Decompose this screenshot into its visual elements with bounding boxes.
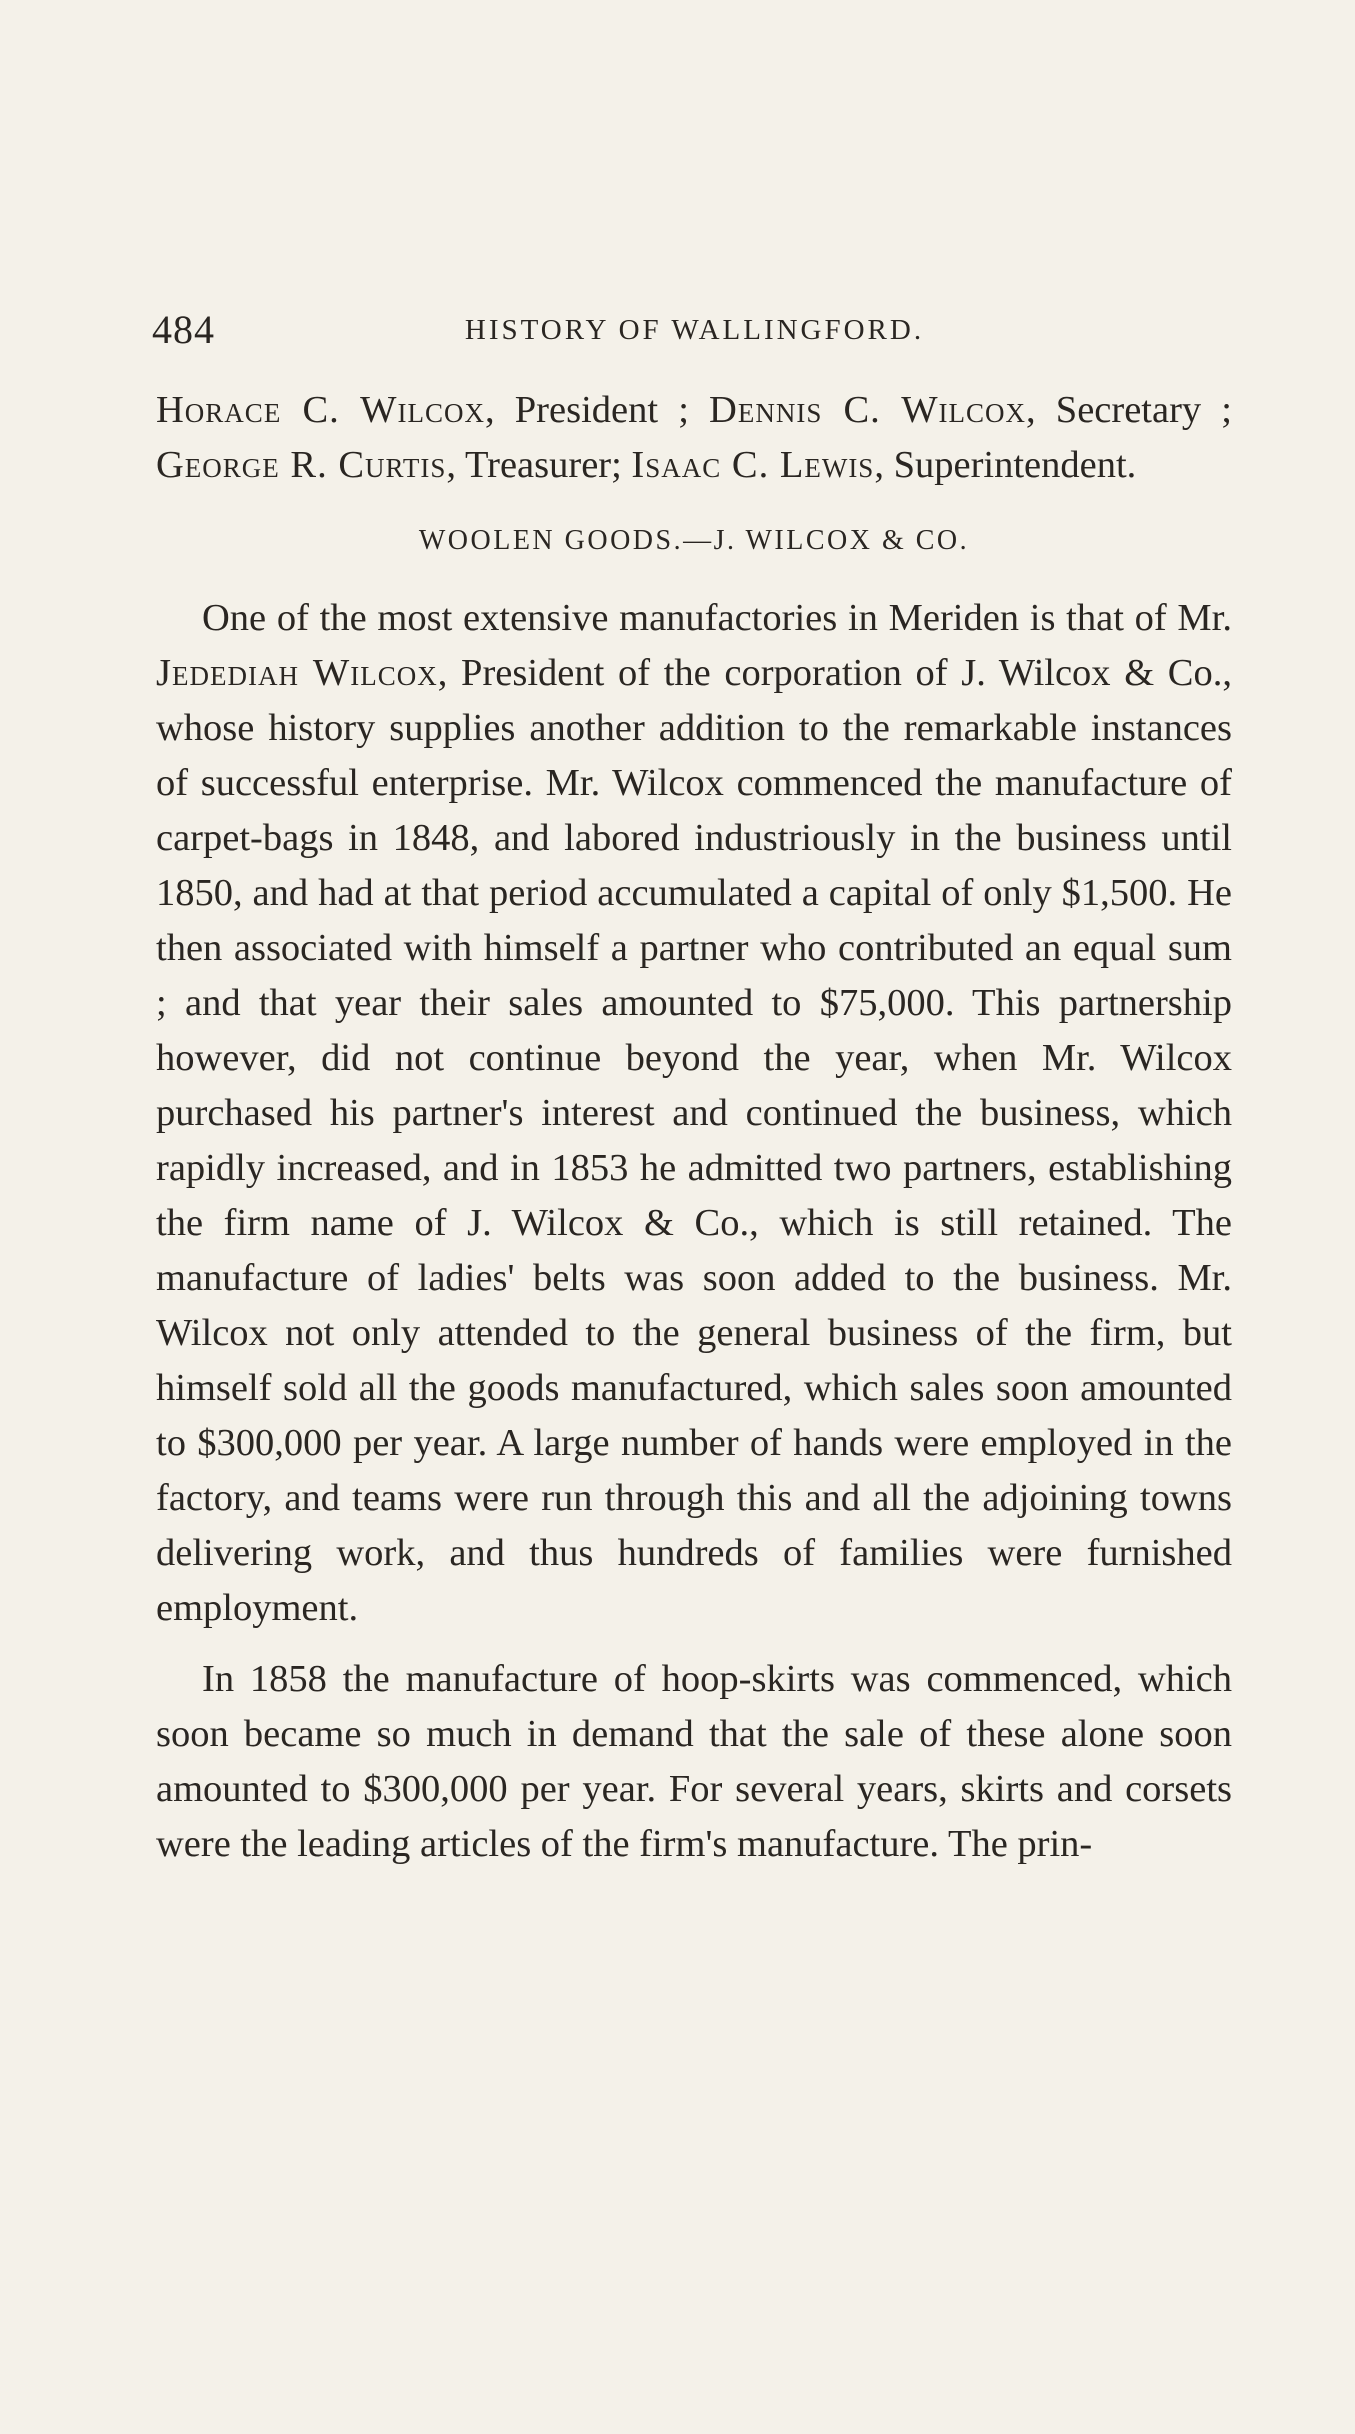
officer-title: , President ;	[485, 389, 710, 431]
officer-name: Horace C. Wilcox	[156, 389, 486, 431]
paragraph-text: , President of the corporation of J. Wilcox & Co., whose history supplies another addition to the remarkable instances of successful enterprise. Mr. Wilcox commenced the manufacture of carpet-bags in 1848, and labored industriously in the business until 1850, and had at that period accumulated a capital of only $1,500. He then associated with himself a partner who contributed an equal sum ; and that year their sales amounted to $75,000. This partnership however, did not continue beyond the year, when Mr. Wilcox purchased his partner's interest and continued the business, which rapidly increased, and in 1853 he admitted two partners, establishing the firm name of J. Wilcox & Co., which is still retained. The manufacture of ladies' belts was soon added to the business. Mr. Wilcox not only attended to the general business of the firm, but himself sold all the goods manufactured, which sales soon amounted to $300,000 per year. A large number of hands were employed in the factory, and teams were run through this and all the adjoining towns delivering work, and thus hundreds of families were furnished employment.	[156, 652, 1232, 1629]
page-number: 484	[152, 307, 215, 352]
officer-name: Dennis C. Wilcox	[709, 389, 1027, 431]
officer-name: George R. Curtis	[156, 444, 447, 486]
paragraph-text: One of the most extensive manufactories in Meriden is that of Mr.	[202, 597, 1232, 639]
officer-title: , Superintendent.	[874, 444, 1137, 486]
officer-name: Isaac C. Lewis	[631, 444, 875, 486]
body-paragraph-2: In 1858 the manufacture of hoop-skirts was commenced, which soon became so much in demand that the sale of these alone soon amounted to $300,000 per year. For several years, skirts and corsets were the leading articles of the firm's manufacture. The prin-	[156, 1658, 1232, 1865]
paragraph-gap	[156, 1636, 1232, 1652]
page-header	[152, 306, 1237, 354]
officers-paragraph	[156, 383, 1232, 493]
body-paragraph-1	[156, 591, 1232, 1636]
running-title: HISTORY OF WALLINGFORD.	[464, 314, 925, 346]
officer-title: , Treasurer;	[446, 444, 632, 486]
person-name: Jedediah Wilcox	[156, 652, 438, 694]
officer-title: , Secretary ;	[1026, 389, 1232, 431]
page-body	[156, 383, 1232, 1872]
section-heading: WOOLEN GOODS.—J. WILCOX & CO.	[418, 525, 970, 556]
